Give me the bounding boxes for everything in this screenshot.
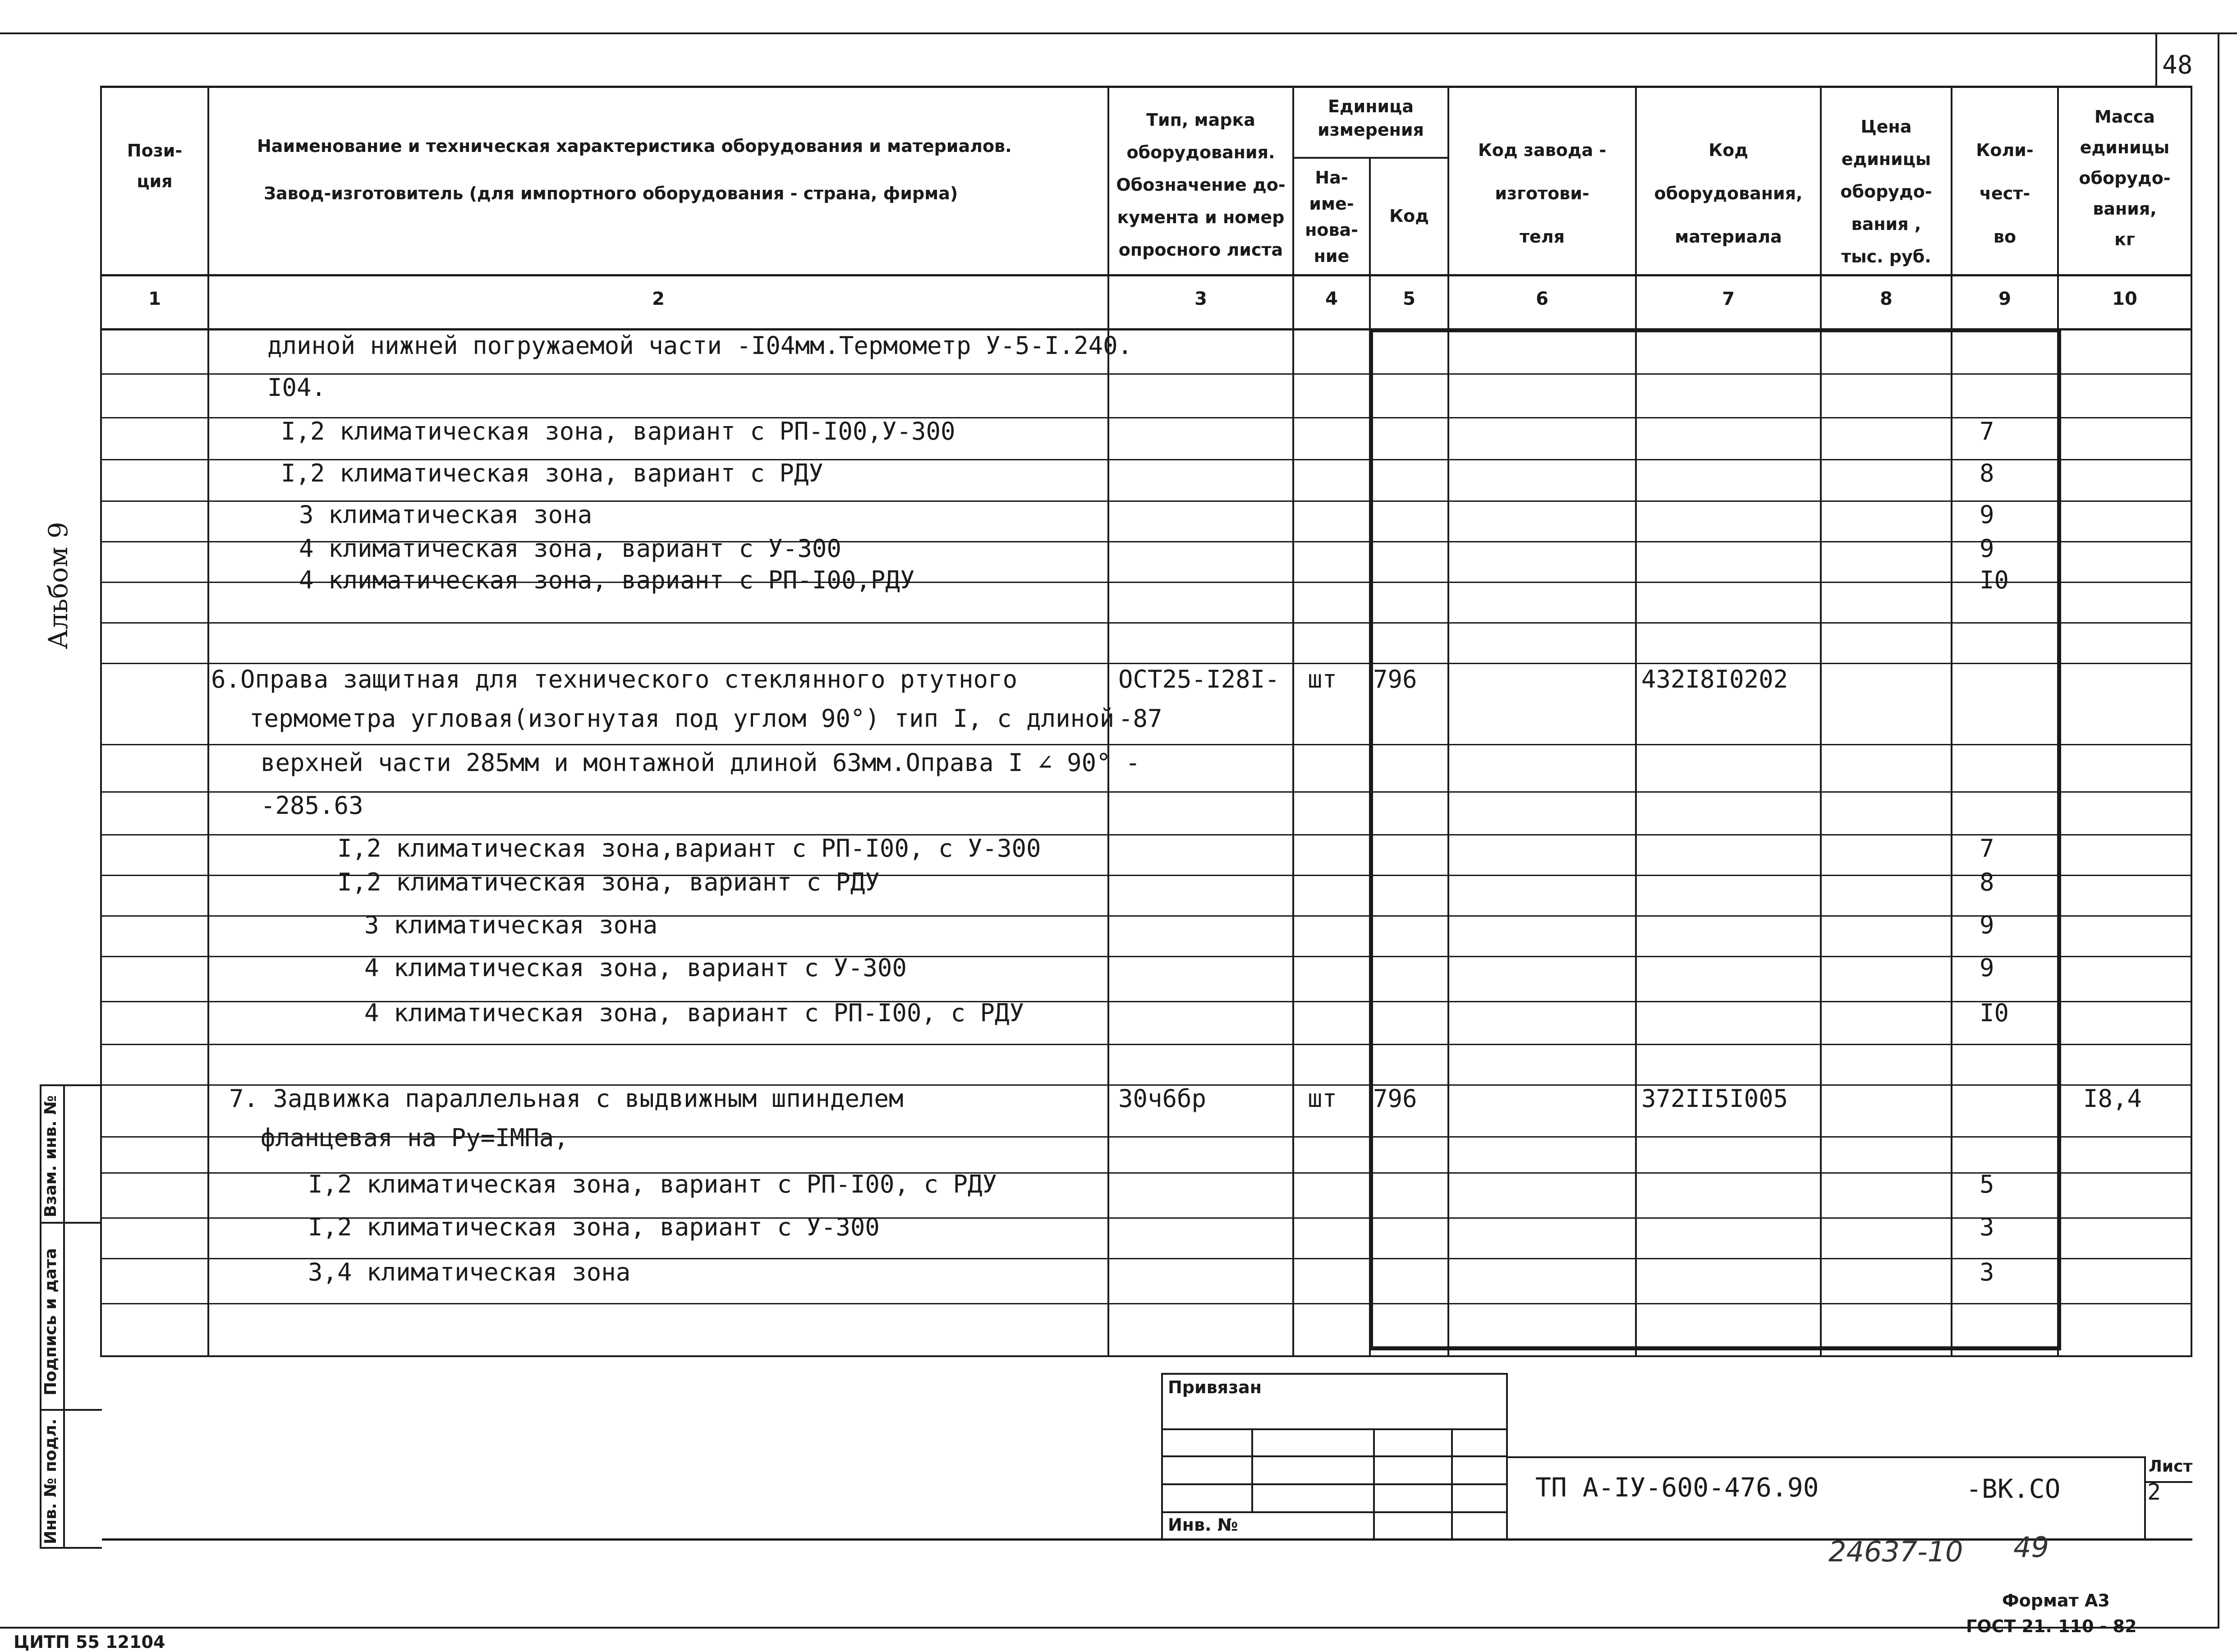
privyazan-grid-4 <box>1161 1511 1507 1513</box>
frame-right <box>2218 32 2219 1629</box>
colnum-5: 5 <box>1403 289 1415 309</box>
row-name: верхней части 285мм и монтажной длиной 63мм.Оправа I ∠ 90° - <box>261 748 1140 777</box>
privyazan-grid-3 <box>1161 1483 1507 1485</box>
row-qty: 3 <box>1980 1258 1994 1286</box>
row-name: 6.Оправа защитная для технического стеклянного ртутного <box>211 665 1018 693</box>
privyazan-grid-1 <box>1161 1428 1507 1430</box>
row-name: 4 климатическая зона, вариант с У-300 <box>299 534 841 563</box>
row-name: I,2 климатическая зона, вариант с У-300 <box>308 1213 880 1241</box>
row-name: фланцевая на Ру=IМПа, <box>261 1124 569 1152</box>
row-qty: I0 <box>1980 999 2009 1027</box>
row-divider <box>102 373 2192 375</box>
row-qty: 9 <box>1980 534 1994 563</box>
row-divider <box>102 622 2192 624</box>
row-equip-code: 432I8I0202 <box>1641 665 1788 693</box>
footer-format: Формат А3 <box>2002 1591 2110 1611</box>
row-unit: шт <box>1308 665 1337 693</box>
album-label: Альбом 9 <box>43 522 73 649</box>
row-qty: 9 <box>1980 954 1994 982</box>
col-line-7 <box>1820 86 1822 1357</box>
row-name: 3 климатическая зона <box>299 500 593 529</box>
sheet-number: 48 <box>2162 50 2193 80</box>
row-qty: 8 <box>1980 868 1994 896</box>
document-code: ТП А-IУ-600-476.90 <box>1535 1472 1819 1503</box>
colnum-10: 10 <box>2112 289 2137 309</box>
row-divider <box>102 791 2192 793</box>
sheet-label: Лист <box>2149 1457 2193 1476</box>
row-divider <box>102 1044 2192 1045</box>
archive-number: 24637-10 <box>1828 1535 1963 1568</box>
privyazan-box-top <box>1161 1373 1507 1375</box>
row-divider <box>102 663 2192 664</box>
header-unit-group: Единица измерения <box>1318 96 1424 140</box>
table-top <box>100 86 2192 88</box>
row-name: -285.63 <box>261 791 363 820</box>
stamp-top <box>40 1084 102 1086</box>
privyazan-grid-v3 <box>1451 1428 1453 1540</box>
row-code: 796 <box>1373 1084 1417 1113</box>
bold-box-right <box>2057 328 2061 1350</box>
frame-top <box>0 32 2237 34</box>
row-type: -87 <box>1118 704 1162 733</box>
col-line-3 <box>1292 86 1294 1357</box>
row-code: 796 <box>1373 665 1417 693</box>
row-name: 3,4 климатическая зона <box>308 1258 631 1286</box>
stamp-bottom <box>40 1547 102 1549</box>
col-line-1 <box>207 86 209 1357</box>
footer-gost: ГОСТ 21. 110 - 82 <box>1966 1616 2137 1636</box>
doc-code-box-top <box>1506 1456 2145 1458</box>
privyazan-grid-2 <box>1161 1455 1507 1457</box>
row-name: 3 климатическая зона <box>364 911 658 939</box>
colnum-4: 4 <box>1325 289 1338 309</box>
row-qty: 7 <box>1980 834 1994 863</box>
row-name: I04. <box>267 373 326 402</box>
frame-bottom <box>0 1627 2219 1629</box>
colnum-7: 7 <box>1722 289 1735 309</box>
header-position: Пози- ция <box>127 141 183 191</box>
list-box-left <box>2144 1456 2146 1540</box>
privyazan-grid-v1 <box>1251 1428 1253 1511</box>
col-line-5 <box>1447 86 1449 1357</box>
privyazan-grid-v2 <box>1373 1428 1375 1540</box>
row-qty: 9 <box>1980 500 1994 529</box>
bold-box-left <box>1369 328 1373 1350</box>
col-line-6 <box>1635 86 1637 1357</box>
row-name: I,2 климатическая зона, вариант с РДУ <box>281 459 823 487</box>
header-mass: Масса единицы оборудо- вания, кг <box>2079 107 2171 249</box>
header-unit-name: На- име- нова- ние <box>1305 168 1358 266</box>
handwritten-page: 49 <box>2013 1531 2049 1564</box>
row-name: 4 климатическая зона, вариант с У-300 <box>364 954 907 982</box>
col-line-10 <box>2191 86 2192 1357</box>
row-mass: I8,4 <box>2083 1084 2142 1113</box>
row-qty: 9 <box>1980 911 1994 939</box>
row-type: ОСТ25-I28I- <box>1118 665 1280 693</box>
stamp-original-inv: Инв. № подл. <box>41 1418 60 1544</box>
colnum-6: 6 <box>1536 289 1548 309</box>
header-name-line1: Наименование и техническая характеристика оборудования и материалов. <box>257 136 1012 156</box>
row-equip-code: 372II5I005 <box>1641 1084 1788 1113</box>
row-qty: 3 <box>1980 1213 1994 1241</box>
row-name: 7. Задвижка параллельная с выдвижным шпинделем <box>229 1084 904 1113</box>
bold-box-top <box>1369 328 2061 332</box>
colnum-2: 2 <box>652 289 665 309</box>
row-name: термометра угловая(изогнутая под углом 90°) тип I, с длиной <box>249 704 1115 733</box>
row-type: 30ч6бр <box>1118 1084 1207 1113</box>
row-qty: I0 <box>1980 566 2009 594</box>
row-name: I,2 климатическая зона, вариант с РП-I00, с РДУ <box>308 1170 997 1198</box>
document-suffix: -ВК.СО <box>1966 1473 2061 1504</box>
sheet-value: 2 <box>2147 1479 2161 1505</box>
privyazan-label: Привязан <box>1168 1377 1262 1397</box>
header-bottom <box>100 274 2192 276</box>
row-name: длиной нижней погружаемой части -I04мм.Термометр У-5-I.240. <box>267 331 1133 360</box>
sheet-number-divider <box>2155 32 2157 87</box>
stamp-replace-inv: Взам. инв. № <box>41 1095 60 1217</box>
header-type: Тип, марка оборудования. Обозначение до- кумента и номер опросного листа <box>1116 110 1286 260</box>
footer-citp: ЦИТП 55 12104 <box>14 1632 165 1652</box>
row-name: I,2 климатическая зона, вариант с РП-I00,У-300 <box>281 417 955 445</box>
row-name: 4 климатическая зона, вариант с РП-I00, с РДУ <box>364 999 1024 1027</box>
row-unit: шт <box>1308 1084 1337 1113</box>
header-price: Цена единицы оборудо- вания , тыс. руб. <box>1840 117 1932 266</box>
colnum-1: 1 <box>148 289 161 309</box>
titleblock-top <box>102 1355 2192 1357</box>
header-quantity: Коли- чест- во <box>1976 140 2034 247</box>
row-qty: 7 <box>1980 417 1994 445</box>
row-divider <box>102 744 2192 745</box>
colnum-8: 8 <box>1880 289 1892 309</box>
row-qty: 8 <box>1980 459 1994 487</box>
stamp-inner-line <box>63 1084 65 1549</box>
inv-no-label: Инв. № <box>1168 1515 1238 1535</box>
header-name-line2: Завод-изготовитель (для импортного оборудования - страна, фирма) <box>264 184 958 203</box>
row-name: I,2 климатическая зона,вариант с РП-I00, с У-300 <box>337 834 1041 863</box>
header-equipment-code: Код оборудования, материала <box>1654 140 1803 247</box>
colnum-3: 3 <box>1194 289 1207 309</box>
colnum-9: 9 <box>1998 289 2011 309</box>
row-name: I,2 климатическая зона, вариант с РДУ <box>337 868 880 896</box>
col-line-8 <box>1951 86 1952 1357</box>
col-line-0 <box>100 86 102 1357</box>
stamp-div-2 <box>40 1409 102 1411</box>
stamp-div-1 <box>40 1222 102 1224</box>
row-name: 4 климатическая зона, вариант с РП-I00,РДУ <box>299 566 915 594</box>
row-qty: 5 <box>1980 1170 1994 1198</box>
row-divider <box>102 1303 2192 1304</box>
stamp-signature-date: Подпись и дата <box>41 1248 60 1395</box>
bold-box-bottom <box>1369 1346 2061 1350</box>
header-factory-code: Код завода - изготови- теля <box>1478 140 1607 247</box>
header-unit-code: Код <box>1389 206 1429 226</box>
